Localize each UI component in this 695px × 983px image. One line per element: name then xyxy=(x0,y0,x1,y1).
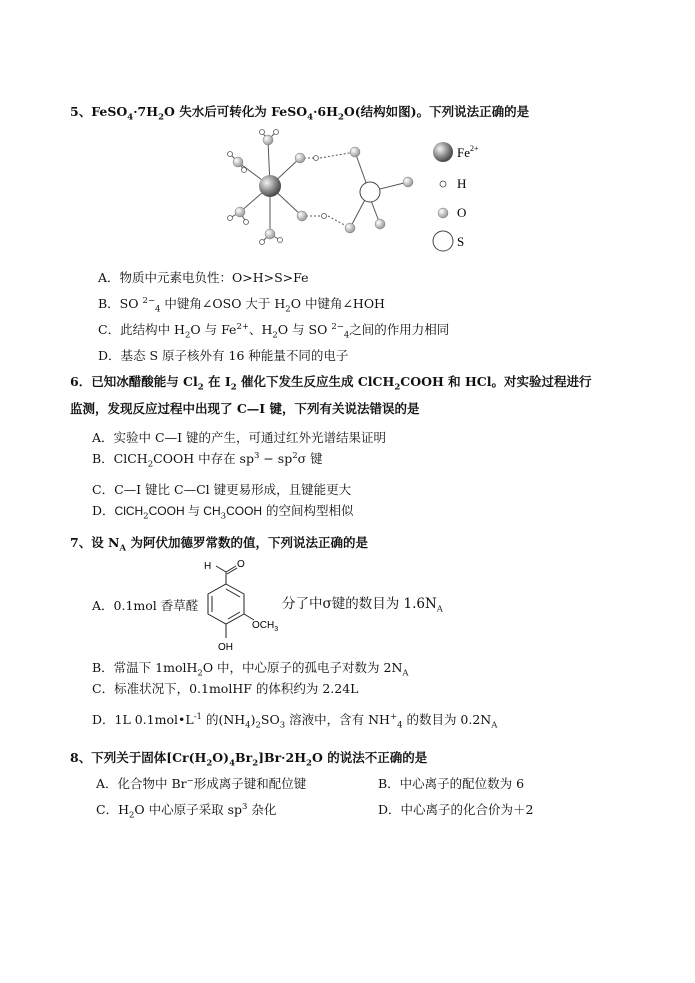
q6-stem-line2: 监测，发现反应过程中出现了 C—I 键，下列有关说法错误的是 xyxy=(70,401,420,416)
q7-option-d: D．1L $0.1mol•L^{-1}$ 的$(NH_4)_2SO_3$ 溶液中，含有 $NH^+_4$ 的数目为 $0.2N_A$ xyxy=(92,711,498,731)
q8-stem: 8、下列关于固体$[Cr(H_2O)_4Br_2]Br\cdot 2H_2O$ 的说法不正确的是 xyxy=(70,750,428,769)
vanillin-h-label: H xyxy=(204,561,212,572)
q8-option-b: B．中心离子的配位数为 6 xyxy=(378,776,525,791)
q5-option-b: B．SO $^{2-}_4$ 中键角∠OSO 大于 $H_2O$ 中键角∠HOH xyxy=(98,295,385,315)
q6-option-c: C．C—I 键比 C—Cl 键更易形成，且键能更大 xyxy=(92,482,352,497)
q5-stem: 5、$FeSO_4\cdot 7H_2O$ 失水后可转化为 $FeSO_4\cdot 6H_2O$(结构如图)。下列说法正确的是 xyxy=(70,104,530,123)
vanillin-och3-label: $OCH_3$ xyxy=(252,620,279,633)
vanillin-oh-label: OH xyxy=(218,642,233,653)
q6-stem-line1: 6．已知冰醋酸能与 $Cl_2$ 在 $I_2$ 催化下发生反应生成 ClCH$_2$COOH 和 HCl。对实验过程进行 xyxy=(70,374,592,393)
q7-option-a-tail: 分了中σ键的数目为 $1.6N_A$ xyxy=(282,596,443,615)
q8-option-d: D．中心离子的化合价为＋2 xyxy=(378,802,534,817)
legend-o-label: O xyxy=(457,205,467,220)
vanillin-structure xyxy=(196,556,286,656)
q8-option-c: C．$H_2O$ 中心原子采取 $sp^3$ 杂化 xyxy=(96,801,277,821)
q7-option-c: C．标准状况下，0.1molHF 的体积约为 2.24L xyxy=(92,681,359,696)
feso4-structure-figure xyxy=(200,122,520,262)
legend-h-label: H xyxy=(457,176,467,191)
q5-option-c: C．此结构中 $H_2O$ 与 $Fe^{2+}$、$H_2O$ 与 SO $^{2-}_4$之间的作用力相同 xyxy=(98,321,450,341)
q6-option-b: B．ClCH$_2$COOH 中存在 $sp^3 - sp^2\sigma$ 键 xyxy=(92,450,323,470)
q7-option-a-lead: A．0.1mol 香草醛 xyxy=(92,598,199,613)
legend-s-label: S xyxy=(457,234,465,249)
q5-option-d: D．基态 S 原子核外有 16 种能量不同的电子 xyxy=(98,348,349,363)
q7-option-b: B．常温下 1molH$_2$O 中，中心原子的孤电子对数为 $2N_A$ xyxy=(92,660,409,679)
q8-option-a: A．化合物中 Br−形成离子键和配位键 xyxy=(96,775,307,791)
q5-option-a: A．物质中元素电负性：O>H>S>Fe xyxy=(98,270,309,285)
q7-stem: 7、设 $N_A$ 为阿伏加德罗常数的值，下列说法正确的是 xyxy=(70,535,368,554)
q6-option-d: D．ClCH$_2$COOH 与 $CH_3COOH$ 的空间构型相似 xyxy=(92,503,354,522)
q6-option-a: A．实验中 C—I 键的产生，可通过红外光谱结果证明 xyxy=(92,430,386,445)
vanillin-o-label: O xyxy=(237,559,245,570)
legend-fe-label: $Fe^{2+}$ xyxy=(457,144,479,160)
